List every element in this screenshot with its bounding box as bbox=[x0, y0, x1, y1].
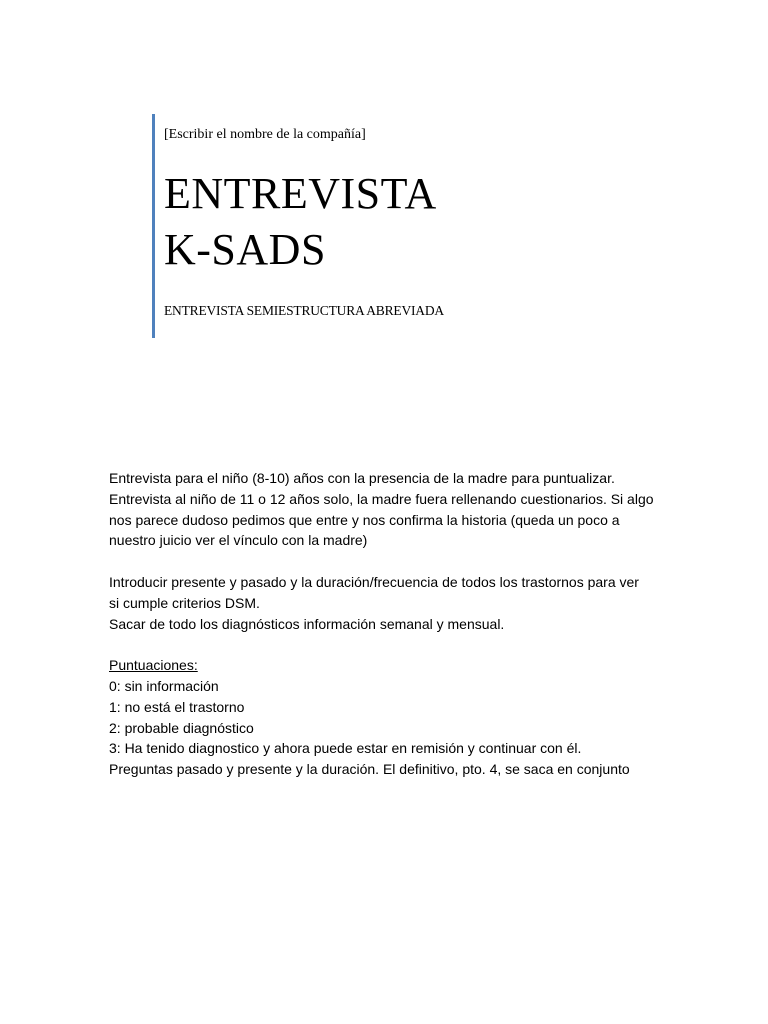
title-line-1: ENTREVISTA bbox=[164, 169, 437, 218]
criteria-line: Introducir presente y pasado y la duración/frecuencia de todos los trastornos para ver bbox=[109, 573, 639, 590]
score-item: 1: no está el trastorno bbox=[109, 698, 245, 715]
document-body bbox=[109, 468, 669, 780]
paragraph-spacer bbox=[109, 551, 669, 572]
scores-heading: Puntuaciones: bbox=[109, 657, 198, 674]
document-subtitle: ENTREVISTA SEMIESTRUCTURA ABREVIADA bbox=[164, 303, 444, 318]
title-line-2: K-SADS bbox=[164, 225, 326, 274]
paragraph-spacer bbox=[109, 634, 669, 655]
scores-note: Preguntas pasado y presente y la duración. El definitivo, pto. 4, se saca en conjunto bbox=[109, 761, 630, 778]
intro-line: nos parece dudoso pedimos que entre y nos confirma la historia (queda un poco a bbox=[109, 511, 620, 528]
company-name-placeholder[interactable]: [Escribir el nombre de la compañía] bbox=[164, 127, 366, 142]
criteria-line: si cumple criterios DSM. bbox=[109, 594, 260, 611]
cover-block bbox=[152, 114, 575, 338]
score-item: 0: sin información bbox=[109, 677, 219, 694]
document-title bbox=[164, 166, 437, 278]
intro-line: Entrevista al niño de 11 o 12 años solo, la madre fuera rellenando cuestionarios. Si algo bbox=[109, 490, 654, 507]
score-item: 2: probable diagnóstico bbox=[109, 719, 254, 736]
score-item: 3: Ha tenido diagnostico y ahora puede estar en remisión y continuar con él. bbox=[109, 740, 582, 757]
criteria-line: Sacar de todo los diagnósticos información semanal y mensual. bbox=[109, 615, 505, 632]
intro-line: nuestro juicio ver el vínculo con la madre) bbox=[109, 532, 368, 549]
intro-line: Entrevista para el niño (8-10) años con la presencia de la madre para puntualizar. bbox=[109, 470, 615, 486]
